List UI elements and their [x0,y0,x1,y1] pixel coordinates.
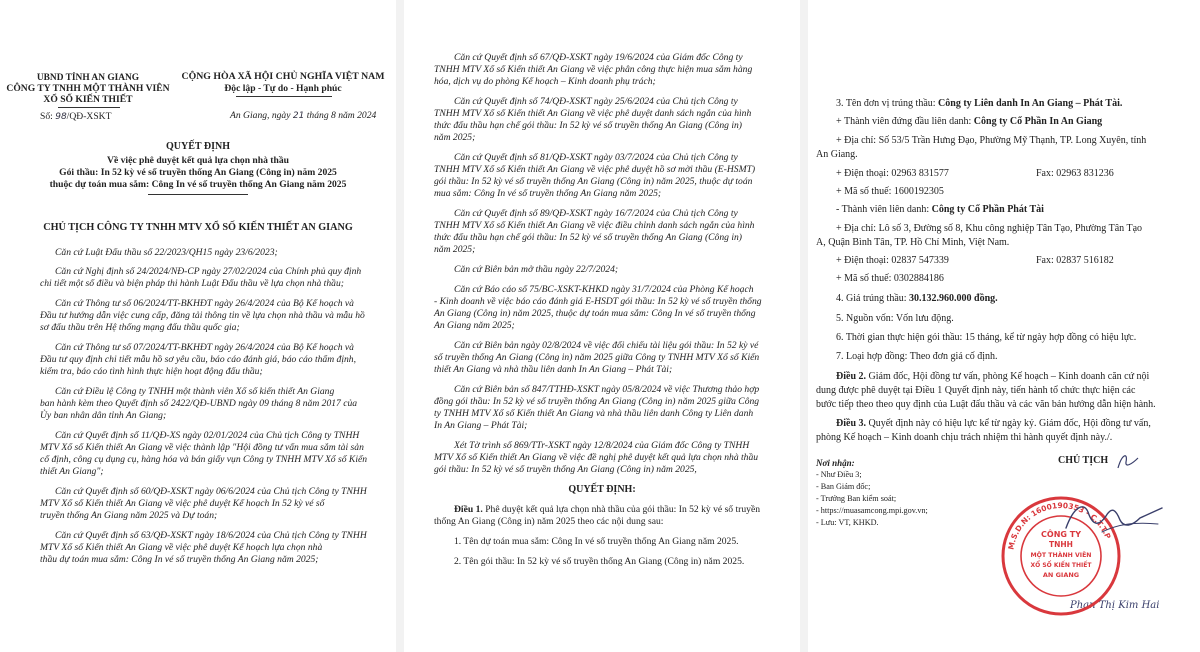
article-2-line [836,371,1149,383]
basis-line: năm 2025; [434,132,476,143]
seal-ring-text: M.S.D.N: 1600190353 - C.T.T.P [1006,500,1113,551]
winner-label: 3. Tên đơn vị trúng thầu: [836,98,936,109]
seal-text-line: AN GIANG [1042,571,1080,579]
basis-line: Căn cứ Thông tư số 07/2024/TT-BKHĐT ngày 26/4/2024 của Bộ Kế hoạch và [55,342,354,353]
lead-member-line [836,116,1102,128]
header-right-underline [236,96,332,97]
article-2-label: Điều 2. [836,371,866,382]
basis-line: thức đấu thầu hạn chế gói thầu: In 52 kỳ vé số truyền thống An Giang (Công in) [434,120,743,131]
basis-line: Căn cứ Quyết định số 74/QĐ-XSKT ngày 25/6/2024 của Chủ tịch Công ty [454,96,738,107]
date-suffix: tháng 8 năm 2024 [306,110,377,121]
basis-line: số truyền thống An Giang (Công in) năm 2025 giữa Công ty TNHH MTV Xổ số Kiến [434,352,760,363]
document-number [40,111,111,123]
recipient-item: - Trưởng Ban kiểm soát; [816,494,897,503]
date-prefix: An Giang, ngày [230,110,291,121]
national-motto: Độc lập - Tự do - Hạnh phúc [224,83,342,94]
document-title: QUYẾT ĐỊNH [166,141,230,152]
recipients-title: Nơi nhận: [816,458,855,468]
signer-title: CHỦ TỊCH [1058,455,1109,466]
subtitle-underline [148,194,248,195]
recipient-item: - Lưu: VT, KHKD. [816,518,879,527]
seal-text-line: XỔ SỐ KIẾN THIẾT [1030,562,1092,569]
basis-line: MTV Xổ số Kiến thiết An Giang về việc thành lập "Hội đồng tư vấn mua sắm tài sản [40,442,364,453]
header-org-line-2: CÔNG TY TNHH MỘT THÀNH VIÊN [6,83,170,94]
member-line [836,204,1044,216]
member-address: + Địa chỉ: Lô số 3, Đường số 8, Khu công nghiệp Tân Tạo, Phường Tân Tạo [836,223,1143,234]
lead-member-phone: + Điện thoại: 02963 831577 [836,168,949,179]
contract-price [836,293,998,305]
basis-line: kiểm tra, báo cáo tình hình thực hiện hoạt động đấu thầu; [40,366,263,377]
member-address: A, Quận Bình Tân, TP. Hồ Chí Minh, Việt Nam. [816,237,1010,248]
basis-line: Căn cứ Điều lệ Công ty TNHH một thành viên Xổ số kiến thiết An Giang [55,386,335,397]
price-label: 4. Giá trúng thầu: [836,293,907,304]
basis-line: Căn cứ Quyết định số 60/QĐ-XSKT ngày 06/6/2024 của Chủ tịch Công ty TNHH [55,486,367,497]
basis-line: Căn cứ Biên bản mở thầu ngày 22/7/2024; [454,264,619,275]
seal-text-line: CÔNG TY [1041,530,1081,539]
header-left-underline [58,107,120,108]
basis-line: truyền thống An Giang năm 2025 và Dự toán; [40,510,218,521]
price-value: 30.132.960.000 đồng. [909,293,998,304]
basis-line: TNHH MTV Xổ số Kiến thiết An Giang về việc phê duyệt danh sách ngắn của hình [434,108,752,119]
basis-line: ty TNHH MTV Xổ số Kiến thiết An Giang và nhà thầu liên danh Công ty Liên danh [434,408,754,419]
winner-value: Công ty Liên danh In An Giang – Phát Tài. [938,98,1123,109]
article-1-line: thống An Giang (Công in) năm 2025 theo các nội dung sau: [434,516,664,527]
article-3-label: Điều 3. [836,418,866,429]
document-date [230,110,376,122]
page-gap [396,0,404,652]
basis-line: Căn cứ Quyết định số 63/QĐ-XSKT ngày 18/6/2024 của Chủ tịch Công ty TNHH [55,530,367,541]
basis-line: Căn cứ Luật Đấu thầu số 22/2023/QH15 ngày 23/6/2023; [55,247,278,258]
basis-line: sơ đấu thầu trên Hệ thống mạng đấu thầu quốc gia; [40,322,240,333]
basis-line: Đầu tư quy định chi tiết mẫu hồ sơ yêu cầu, báo cáo đánh giá, báo cáo thẩm định, [40,354,356,365]
number-value: 98 [55,112,67,122]
basis-line: thầu dự toán mua sắm: Công In vé số truyền thống An Giang năm 2025; [40,554,319,565]
basis-line: - Kinh doanh về việc báo cáo đánh giá E-HSDT gói thầu: In 52 kỳ vé số truyền thống [434,296,762,307]
article-2-line: bước tiếp theo theo quy định của Luật đấu thầu và các văn bản hướng dẫn hiện hành. [816,399,1156,410]
basis-line: Căn cứ Thông tư số 06/2024/TT-BKHĐT ngày 26/4/2024 của Bộ Kế hoạch và [55,298,354,309]
basis-line: gói thầu: In 52 kỳ vé số truyền thống An Giang (Công in) năm 2025, thuộc dự toán [434,176,753,187]
document-page-1 [0,0,396,652]
recipient-item: - Ban Giám đốc; [816,482,871,491]
basis-line: Căn cứ Báo cáo số 75/BC-XSKT-KHKD ngày 31/7/2024 của Phòng Kế hoạch [454,284,754,295]
basis-line: Ủy ban nhân dân tỉnh An Giang; [40,410,167,421]
article-1-line [454,504,760,516]
seal-text-line: MỘT THÀNH VIÊN [1030,552,1092,559]
basis-line: TNHH MTV Xổ số Kiến thiết An Giang về việc phê duyệt hồ sơ mời thầu (E-HSMT) [434,164,756,175]
member-phone: + Điện thoại: 02837 547339 [836,255,949,266]
lead-member-name: Công ty Cổ Phần In An Giang [973,116,1103,127]
basis-line: An Giang năm 2025; [434,320,515,331]
article-2-text: Giám đốc, Hội đồng tư vấn, phòng Kế hoạch – Kinh doanh căn cứ nội [868,371,1150,382]
article-1-text: Phê duyệt kết quả lựa chọn nhà thầu của gói thầu: In 52 kỳ vé số truyền [485,504,761,515]
basis-line: TNHH MTV Xổ số Kiến thiết An Giang về việc điều chỉnh danh sách ngắn của hình [434,220,755,231]
issuing-authority: CHỦ TỊCH CÔNG TY TNHH MTV XỔ SỐ KIẾN THIẾT AN GIANG [43,222,353,233]
header-org-line-3: XỔ SỐ KIẾN THIẾT [43,94,133,105]
initial-mark [1114,450,1144,472]
recipient-item: - https://muasamcong.mpi.gov.vn; [816,506,928,515]
number-suffix: /QĐ-XSKT [66,111,112,122]
number-label: Số: [40,111,53,122]
lead-member-tax: + Mã số thuế: 1600192305 [836,186,944,197]
member-name: Công ty Cổ Phần Phát Tài [931,204,1044,215]
contract-type: 7. Loại hợp đồng: Theo đơn giá cố định. [836,351,998,362]
lead-member-address: + Địa chỉ: Số 53/5 Trần Hưng Đạo, Phường Mỹ Thạnh, TP. Long Xuyên, tỉnh [836,135,1147,146]
basis-line: thức đấu thầu hạn chế gói thầu: In 52 kỳ vé số truyền thống An Giang (Công in) [434,232,743,243]
basis-line: Căn cứ Biên bản ngày 02/8/2024 về việc đối chiếu tài liệu gói thầu: In 52 kỳ vé [454,340,759,351]
member-fax: Fax: 02837 516182 [1036,255,1114,266]
subtitle-line-3: thuộc dự toán mua sắm: Công In vé số truyền thống An Giang năm 2025 [49,179,347,190]
national-title: CỘNG HÒA XÃ HỘI CHỦ NGHĨA VIỆT NAM [181,71,385,82]
recipient-item: - Như Điều 3; [816,470,862,479]
page-gap [800,0,808,652]
article-2-line: dung được phê duyệt tại Điều 1 Quyết định này, tiến hành tổ chức thực hiện các [816,385,1136,396]
basis-line: An Giang (Công in) năm 2025, thuộc dự toán mua sắm: Công In vé số truyền thống [434,308,756,319]
execution-time: 6. Thời gian thực hiện gói thầu: 15 tháng, kể từ ngày hợp đồng có hiệu lực. [836,332,1137,343]
basis-line: năm 2025; [434,244,476,255]
seal-text-line: TNHH [1049,540,1073,549]
basis-line: Căn cứ Biên bản số 847/TTHĐ-XSKT ngày 05/8/2024 về việc Thương thảo hợp [454,384,760,395]
signer-name: Phan Thị Kim Hai [1070,600,1160,611]
basis-line: MTV Xổ số Kiến thiết An Giang về việc phê duyệt Kế hoạch lựa chọn nhà [40,542,323,553]
basis-line: cố định, công cụ dụng cụ, hàng hóa và bán giấy vụn Công ty TNHH MTV Xổ số Kiến [40,454,368,465]
basis-line: Căn cứ Quyết định số 67/QĐ-XSKT ngày 19/6/2024 của Giám đốc Công ty [454,52,743,63]
basis-line: ban hành kèm theo Quyết định số 2422/QĐ-UBND ngày 09 tháng 8 năm 2017 của [40,398,358,409]
signature [1062,498,1172,538]
article-1-item: 1. Tên dự toán mua sắm: Công In vé số truyền thống An Giang năm 2025. [454,536,739,547]
article-3-line: phòng Kế hoạch – Kinh doanh chịu trách nhiệm thi hành quyết định này./. [816,432,1113,443]
basis-line: Căn cứ Quyết định số 81/QĐ-XSKT ngày 03/7/2024 của Chủ tịch Công ty [454,152,738,163]
basis-line: TNHH MTV Xổ số Kiến thiết An Giang về việc phân công thực hiện mua sắm hàng [434,64,753,75]
article-3-text: Quyết định này có hiệu lực kể từ ngày ký. Giám đốc, Hội đồng tư vấn, [868,418,1151,429]
document-page-2 [404,0,800,652]
basis-line: đồng gói thầu: In 52 kỳ vé số truyền thống An Giang (Công in) năm 2025 giữa Công [434,396,760,407]
lead-member-label: + Thành viên đứng đầu liên danh: [836,116,972,127]
basis-line: chi tiết một số điều và biện pháp thi hành Luật Đấu thầu về lựa chọn nhà thầu; [40,278,344,289]
basis-line: MTV Xổ số Kiến thiết An Giang về việc phê duyệt Kế hoạch In 52 kỳ vé số [40,498,325,509]
basis-line: thiết An Giang"; [40,466,104,477]
article-1-label: Điều 1. [454,504,483,515]
basis-line: mua sắm: Công In vé số truyền thống An Giang năm 2025; [434,188,662,199]
basis-line: Căn cứ Nghị định số 24/2024/NĐ-CP ngày 27/02/2024 của Chính phủ quy định [55,266,362,277]
subtitle-line-2: Gói thầu: In 52 kỳ vé số truyền thống An Giang (Công in) năm 2025 [59,167,337,178]
member-tax: + Mã số thuế: 0302884186 [836,273,944,284]
basis-line: Xét Tờ trình số 869/TTr-XSKT ngày 12/8/2024 của Giám đốc Công ty TNHH [454,440,750,451]
basis-line: Căn cứ Quyết định số 89/QĐ-XSKT ngày 16/7/2024 của Chủ tịch Công ty [454,208,738,219]
basis-line: Đầu tư hướng dẫn việc cung cấp, đăng tải thông tin về lựa chọn nhà thầu và mẫu hồ [40,310,365,321]
basis-line: hóa, dịch vụ do phòng Kế hoạch – Kinh doanh phụ trách; [434,76,656,87]
funding-source: 5. Nguồn vốn: Vốn lưu động. [836,313,954,324]
basis-line: In An Giang – Phát Tài; [434,420,528,431]
article-3-line [836,418,1151,430]
date-day: 21 [292,111,305,121]
member-label: - Thành viên liên danh: [836,204,930,215]
article-1-item: 2. Tên gói thầu: In 52 kỳ vé số truyền thống An Giang (Công in) năm 2025. [454,556,745,567]
winner-line [836,98,1122,110]
decision-heading: QUYẾT ĐỊNH: [568,484,636,495]
basis-line: Căn cứ Quyết định số 11/QĐ-XS ngày 02/01/2024 của Chủ tịch Công ty TNHH [55,430,360,441]
basis-line: MTV Xổ số Kiến thiết An Giang về việc đề nghị phê duyệt kết quả lựa chọn nhà thầu [434,452,759,463]
lead-member-fax: Fax: 02963 831236 [1036,168,1114,179]
basis-line: gói thầu: In 52 kỳ vé số truyền thống An Giang (Công in) năm 2025, [434,464,697,475]
basis-line: thiết An Giang và nhà thầu liên danh In An Giang – Phát Tài; [434,364,673,375]
subtitle-line-1: Về việc phê duyệt kết quả lựa chọn nhà thầu [107,155,289,166]
lead-member-address: An Giang. [816,149,858,160]
header-org-line-1: UBND TỈNH AN GIANG [36,73,140,83]
